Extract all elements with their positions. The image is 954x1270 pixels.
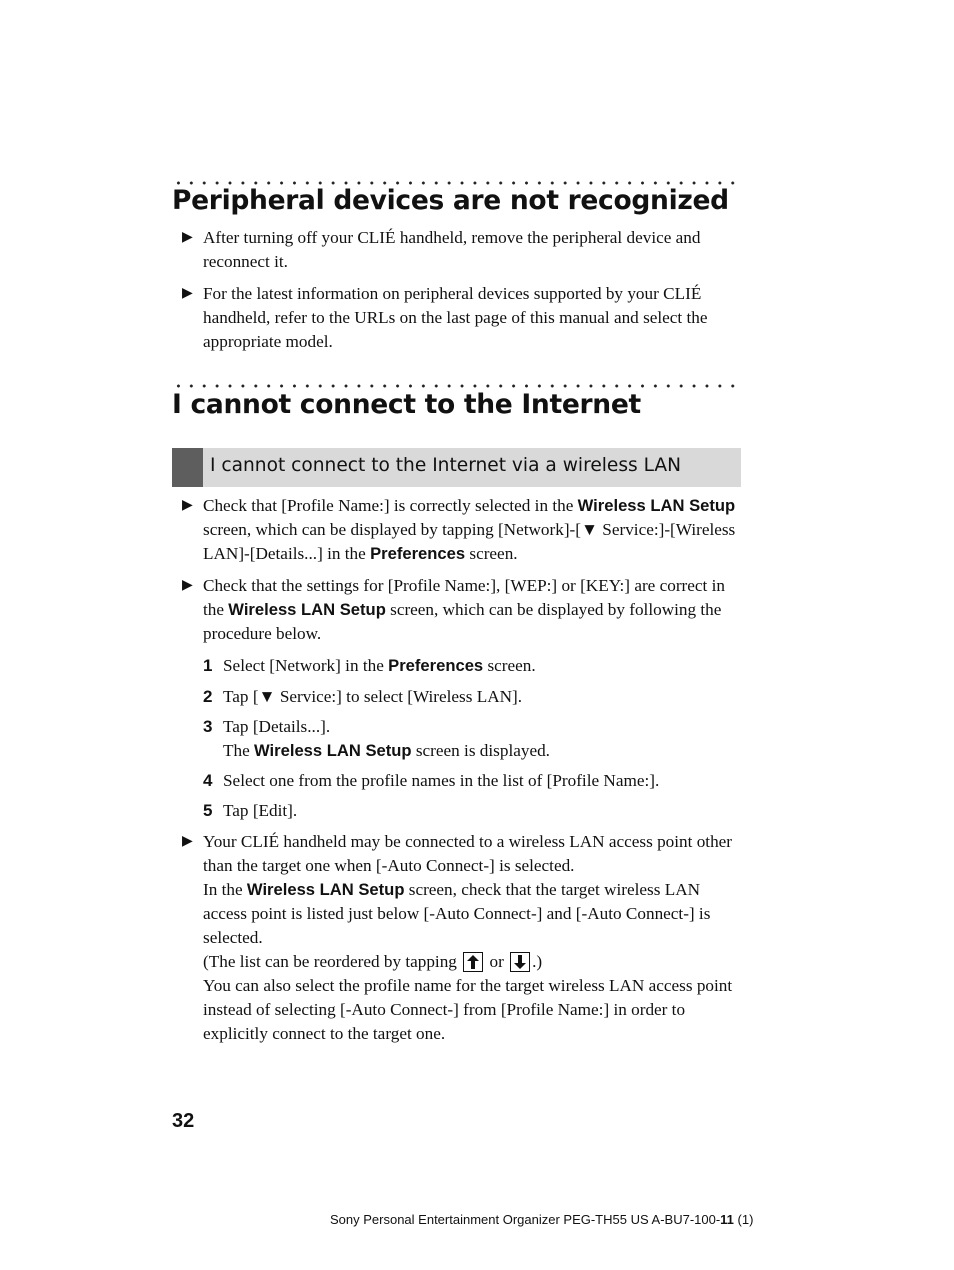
subheading-label: I cannot connect to the Internet via a wireless LAN [210, 455, 682, 476]
step-number: 2 [203, 687, 213, 706]
page-number: 32 [172, 1110, 195, 1132]
ui-term: Preferences [388, 656, 484, 675]
bullet-arrow-icon: ▶ [182, 578, 193, 593]
section-title-internet: I cannot connect to the Internet [172, 389, 641, 420]
bullet-text: After turning off your CLIÉ handheld, remove the peripheral device and reconnect it. [203, 228, 701, 271]
bullet-text: For the latest information on peripheral devices supported by your CLIÉ handheld, refer to the URLs on the last page of this manual and select the appropriate model. [203, 284, 708, 351]
ui-term: Wireless LAN Setup [577, 496, 736, 515]
ui-term: Wireless LAN Setup [246, 880, 405, 899]
bullet-text: Your CLIÉ handheld may be connected to a wireless LAN access point other than the target one when [-Auto Connect-] is selected. In the Wireless LAN Setup screen, check that the target wireless LAN access point is listed just below [-Auto Connect-] and [-Auto Connect-] is selected. (The list can be reordered by tapping or .) You can also select the profile name for the target wireless LAN access point instead of selecting [-Auto Connect-] from [Profile Name:] in order to explicitly connect to the target one. [203, 832, 733, 1043]
step-item: 5 Tap [Edit]. [203, 799, 743, 823]
ui-term: Wireless LAN Setup [228, 600, 386, 619]
step-item: 1 Select [Network] in the Preferences screen. [203, 654, 743, 678]
dotted-divider [172, 384, 742, 388]
bullet-item [182, 574, 742, 646]
step-item: 4 Select one from the profile names in the list of [Profile Name:]. [203, 769, 743, 793]
step-item: 2 Tap [▼ Service:] to select [Wireless LAN]. [203, 685, 743, 709]
bullet-arrow-icon: ▶ [182, 498, 193, 513]
section-title-peripheral: Peripheral devices are not recognized [172, 185, 729, 216]
ui-term: Preferences [370, 544, 466, 563]
subheading-box [172, 448, 741, 487]
bullet-item [182, 494, 742, 566]
bullet-item [182, 282, 742, 354]
bullet-item [182, 830, 742, 1046]
bullet-arrow-icon: ▶ [182, 286, 193, 301]
bullet-arrow-icon: ▶ [182, 230, 193, 245]
bullet-item [182, 226, 742, 274]
step-number: 4 [203, 771, 213, 790]
step-number: 3 [203, 717, 213, 736]
step-number: 5 [203, 801, 213, 820]
ui-term: Wireless LAN Setup [254, 741, 412, 760]
step-item: 3 Tap [Details...]. The Wireless LAN Setup screen is displayed. [203, 717, 550, 760]
up-arrow-icon [463, 952, 483, 972]
bullet-text: Check that [Profile Name:] is correctly selected in the Wireless LAN Setup screen, which can be displayed by tapping [Network]-[▼ Service:]-[Wireless LAN]-[Details...] in the Preferences screen. [203, 496, 736, 563]
bullet-text: Check that the settings for [Profile Name:], [WEP:] or [KEY:] are correct in the Wireless LAN Setup screen, which can be displayed by following the procedure below. [203, 576, 725, 643]
footer-text: Sony Personal Entertainment Organizer PEG-TH55 US A-BU7-100-11 (1) [330, 1212, 754, 1227]
subheading-marker [172, 448, 203, 487]
bullet-arrow-icon: ▶ [182, 834, 193, 849]
down-arrow-icon [510, 952, 530, 972]
step-number: 1 [203, 656, 213, 675]
